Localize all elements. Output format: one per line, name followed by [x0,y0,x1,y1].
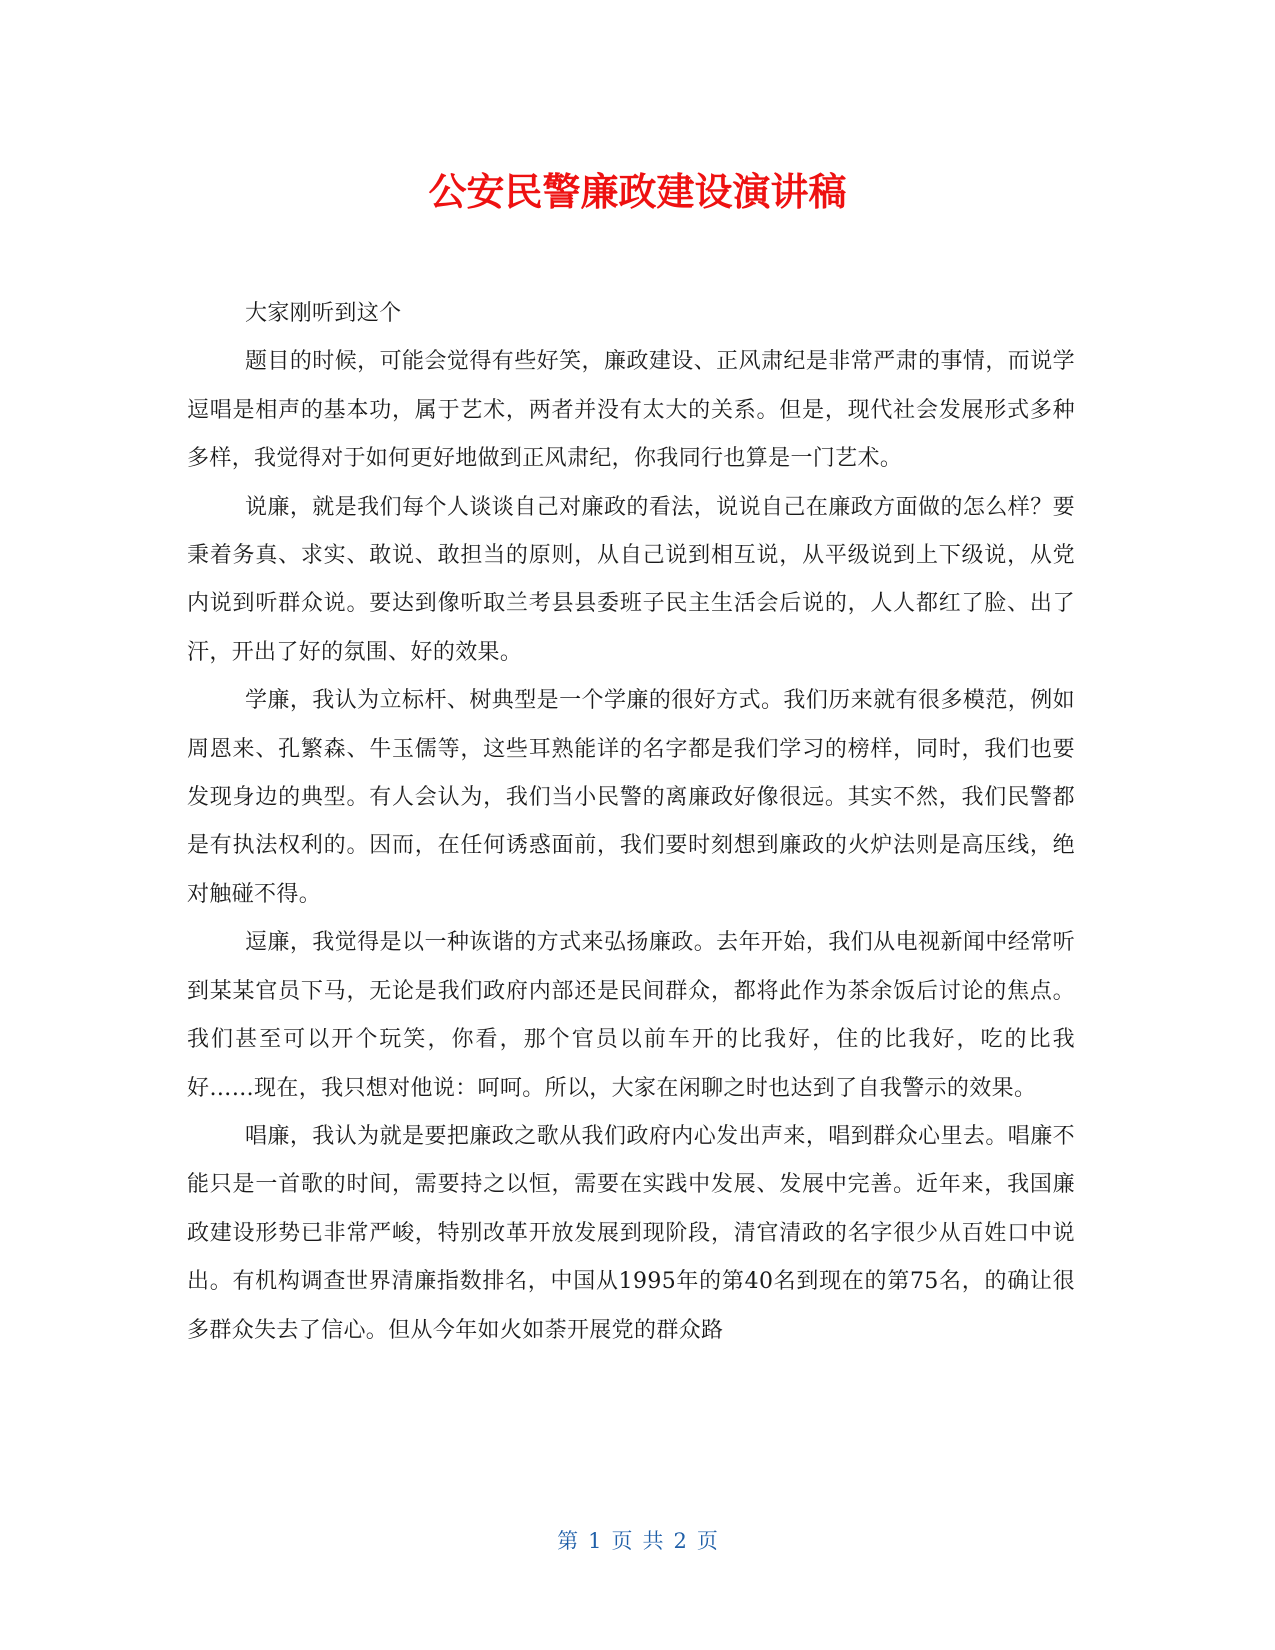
footer-page-unit: 页 [611,1529,633,1553]
document-title: 公安民警廉政建设演讲稿 [428,170,847,214]
footer-total-unit: 页 [696,1529,718,1553]
paragraph-4: 学廉，我认为立标杆、树典型是一个学廉的很好方式。我们历来就有很多模范，例如周恩来、孔繁森、牛玉儒等，这些耳熟能详的名字都是我们学习的榜样，同时，我们也要发现身边的典型。有人会认为，我们当小民警的离廉政好像很远。其实不然，我们民警都是有执法权利的。因而，在任何诱惑面前，我们要时刻想到廉政的火炉法则是高压线，绝对触碰不得。 [187,688,1075,907]
footer-current-page: 1 [588,1529,602,1553]
document-body [187,290,1075,1355]
footer-total-word: 共 [642,1529,664,1553]
paragraph-1: 大家刚听到这个 [245,301,402,326]
paragraph-6: 唱廉，我认为就是要把廉政之歌从我们政府内心发出声来，唱到群众心里去。唱廉不能只是一首歌的时间，需要持之以恒，需要在实践中发展、发展中完善。近年来，我国廉政建设形势已非常严峻，特别改革开放发展到现阶段，清官清政的名字很少从百姓口中说出。有机构调查世界清廉指数排名，中国从1995年的第40名到现在的第75名，的确让很多群众失去了信心。但从今年如火如荼开展党的群众路 [187,1123,1075,1343]
paragraph-2: 题目的时候，可能会觉得有些好笑，廉政建设、正风肃纪是非常严肃的事情，而说学逗唱是相声的基本功，属于艺术，两者并没有太大的关系。但是，现代社会发展形式多种多样，我觉得对于如何更好地做到正风肃纪，你我同行也算是一门艺术。 [187,349,1075,472]
footer-total-pages: 2 [673,1529,687,1553]
page-footer [0,1527,1275,1555]
paragraph-3: 说廉，就是我们每个人谈谈自己对廉政的看法，说说自己在廉政方面做的怎么样？要秉着务真、求实、敢说、敢担当的原则，从自己说到相互说，从平级说到上下级说，从党内说到听群众说。要达到像听取兰考县县委班子民主生活会后说的，人人都红了脸、出了汗，开出了好的氛围、好的效果。 [187,494,1075,665]
paragraph-5: 逗廉，我觉得是以一种诙谐的方式来弘扬廉政。去年开始，我们从电视新闻中经常听到某某官员下马，无论是我们政府内部还是民间群众，都将此作为茶余饭后讨论的焦点。我们甚至可以开个玩笑，你看，那个官员以前车开的比我好，住的比我好，吃的比我好……现在，我只想对他说：呵呵。所以，大家在闲聊之时也达到了自我警示的效果。 [187,930,1075,1101]
footer-page-word: 第 [557,1529,579,1553]
